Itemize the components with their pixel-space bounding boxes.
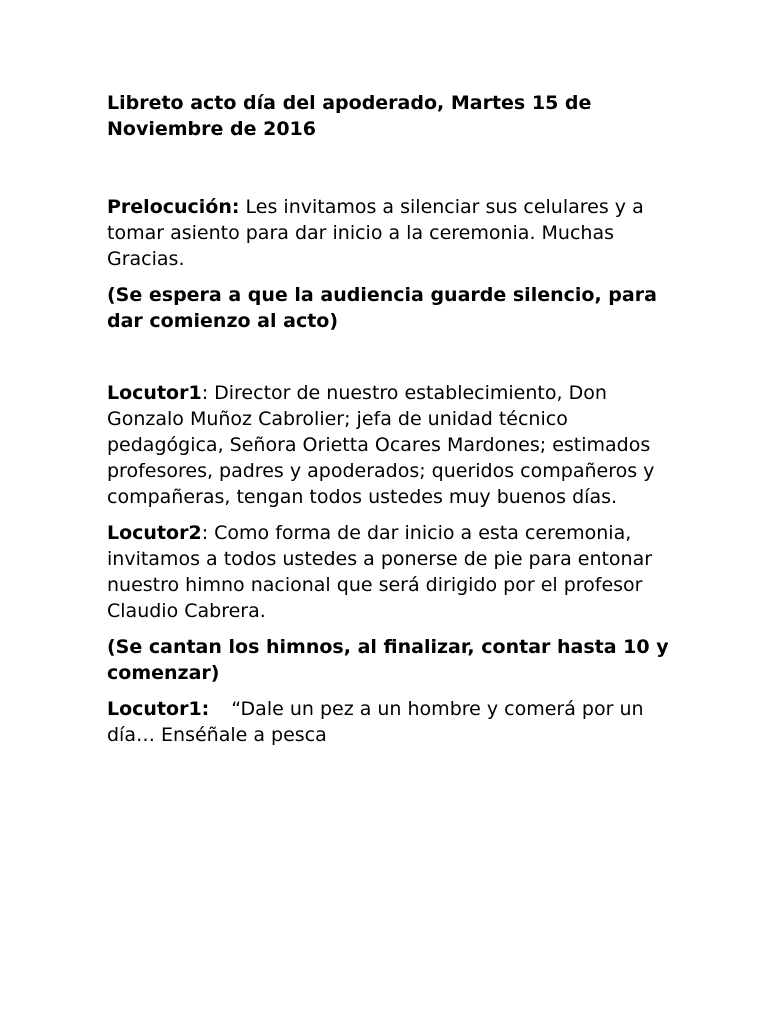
paragraph-prelocucion [107, 194, 677, 272]
paragraph-locutor1-quote [107, 696, 677, 748]
paragraph-text: : Como forma de dar inicio a esta ceremonia, invitamos a todos ustedes a ponerse de pie para entonar nuestro himno nacional que será dirigido por el profesor Claudio Cabrera. [107, 522, 653, 622]
paragraph-locutor1 [107, 380, 677, 510]
speaker-label: Locutor1: [107, 698, 210, 720]
document-title: Libreto acto día del apoderado, Martes 15 de Noviembre de 2016 [107, 92, 592, 140]
document-page [107, 90, 677, 748]
stage-direction: (Se espera a que la audiencia guarde silencio, para dar comienzo al acto) [107, 284, 657, 332]
speaker-label: Locutor1 [107, 382, 202, 404]
paragraph-text: Les invitamos a silenciar sus celulares y a tomar asiento para dar inicio a la ceremonia. Muchas Gracias. [107, 196, 644, 270]
paragraph-text: : Director de nuestro establecimiento, Don Gonzalo Muñoz Cabrolier; jefa de unidad técnico pedagógica, Señora Orietta Ocares Mardones; estimados profesores, padres y apoderados; queridos compañeros y compañeras, tengan todos ustedes muy buenos días. [107, 382, 655, 508]
speaker-label: Locutor2 [107, 522, 202, 544]
stage-direction: (Se cantan los himnos, al finalizar, contar hasta 10 y comenzar) [107, 636, 669, 684]
paragraph-text: “Dale un pez a un hombre y comerá por un día… Enséñale a pesca [107, 698, 644, 746]
paragraph-locutor2 [107, 520, 677, 624]
speaker-label: Prelocución: [107, 196, 240, 218]
